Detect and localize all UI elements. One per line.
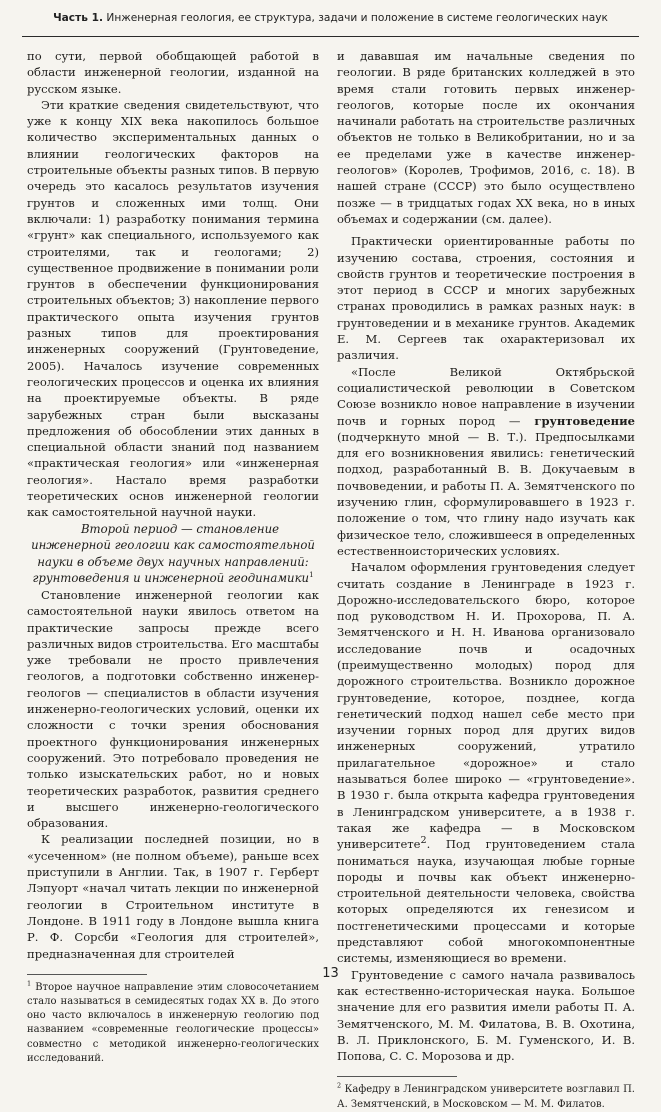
right-paragraph-3 xyxy=(337,364,635,560)
footnote-1-text: Второе научное направление этим словосочетанием стало называться в семидесятых годах XX в. До этого оно часто включалось в инженерную геологию под названием «современные геологические процессы» совместно с методикой инженерно-геологических исследований. xyxy=(27,981,319,1064)
running-header xyxy=(0,0,661,33)
term-gruntovedenie: грунтоведение xyxy=(534,413,635,428)
left-column xyxy=(27,48,319,1066)
left-paragraph-2: Эти краткие сведения свидетельствуют, что уже к концу XIX века накопилось большое количество экспериментальных данных о влиянии геологических факторов на строительные объекты разных типов. В первую очередь это касалось результатов изучения грунтов и сложенных ими толщ. Они включали: 1) разработку понимания термина «грунт» как специального, используемого как строителями, так и геологами; 2) существенное продвижение в понимании роли грунтов в обеспечении функционирования строительных объектов; 3) накопление первого практического опыта изучения грунтов разных типов для проектирования инженерных сооружений (Грунтоведение, 2005). Началось изучение современных геологических процессов и оценка их влияния на проектируемые объекты. В ряде зарубежных стран были высказаны предложения об обособлении этих данных в специальной области знаний под названием «практическая геология» или «инженерная геология». Настало время разработки теоретических основ инженерной геологии как самостоятельной научной науки. xyxy=(27,97,319,520)
header-title: Инженерная геология, ее структура, задачи и положение в системе геологических наук xyxy=(106,12,608,24)
quote-start: «После Великой Октябрьской социалистической революции в Советском Союзе возникло новое направление в изучении почв и горных пород — xyxy=(337,364,635,428)
right-paragraph-5: Грунтоведение с самого начала развивалось как естественно-историческая наука. Большое значение для его развития имели работы П. А. Земятченского, М. М. Филатова, В. В. Охотина, В. Л. Приклонского, Б. М. Гуменского, И. В. Попова, С. С. Морозова и др. xyxy=(337,967,635,1064)
left-paragraph-1: по сути, первой обобщающей работой в области инженерной геологии, изданной на русском языке. xyxy=(27,49,319,96)
right-paragraph-2: Практически ориентированные работы по изучению состава, строения, состояния и свойств грунтов и теоретические построения в этот период в СССР и многих зарубежных странах проводились в рамках разных наук: в грунтоведении и в механике грунтов. Академик Е. М. Сергеев так охарактеризовал их различия. xyxy=(337,234,635,363)
right-paragraph-1: и дававшая им начальные сведения по геологии. В ряде британских колледжей в это время стали готовить первых инженер-геологов, которые после их окончания начинали работать на строительстве различных объектов не только в Великобритании, но и за ее пределами уже в качестве инженер-геологов» (Королев, Трофимов, 2016, с. 18). В нашей стране (СССР) это было осуществлено позже — в тридцатых годах XX века, но в иных объемах и содержании (см. далее). xyxy=(337,49,635,226)
header-part: Часть 1. xyxy=(53,12,104,24)
footnote-2-mark: 2 xyxy=(337,1082,342,1091)
footnote-rule-right xyxy=(337,1076,457,1077)
footnote-2 xyxy=(337,1083,635,1111)
left-paragraph-3: Становление инженерной геологии как самостоятельной науки явилось ответом на практические запросы прежде всего различных видов строительства. Его масштабы уже требовали не просто привлечения геологов, а подготовки собственно инженер-геологов — специалистов в области изучения инженерно-геологических условий, оценки их сложности с точки зрения обоснования проектного функционирования инженерных сооружений. Это потребовало проведения не только изыскательских работ, но и новых теоретических разработок, развития среднего и высшего инженерно-геологического образования. xyxy=(27,587,319,831)
page-number: 13 xyxy=(322,966,339,981)
paragraph-4-text-b: . Под грунтоведением стала пониматься наука, изучающая любые горные породы и почвы как объект инженерно-строительной деятельности человека, свойства которых определяются их генезисом и постгенетическими процессами и которые представляют собой многокомпонентные системы, изменяющиеся во времени. xyxy=(337,837,635,966)
footnote-1 xyxy=(27,981,319,1066)
left-paragraph-4: К реализации последней позиции, но в «усеченном» (не полном объеме), раньше всех приступили в Англии. Так, в 1907 г. Герберт Лэпуорт «начал читать лекции по инженерной геологии в Строительном институте в Лондоне. В 1911 году в Лондоне вышла книга Р. Ф. Сорсби «Геология для строителей», предназначенная для строителей xyxy=(27,832,319,961)
subheading-footnote-mark: 1 xyxy=(309,571,314,580)
section-subheading xyxy=(27,521,319,587)
footnote-2-text: Кафедру в Ленинградском университете возглавил П. А. Земятченский, в Московском — М. М. Филатов. xyxy=(337,1084,635,1110)
header-rule xyxy=(22,36,639,37)
footnote-1-mark: 1 xyxy=(27,979,32,988)
right-paragraph-4 xyxy=(337,559,635,966)
quote-continuation: (подчеркнуто мной — В. Т.). Предпосылками для его возникновения явились: генетический подход, разработанный В. В. Докучаевым в почвоведении, и работы П. А. Земятченского по изучению глин, сформулировавшего в 1923 г. положение о том, что глину надо изучать как физическое тело, сложившееся в определенных естественноисторических условиях. xyxy=(337,429,635,558)
subheading-text: Второй период — становление инженерной геологии как самостоятельной науки в объеме двух научных направлений: грунтоведения и инженерной геодинамики xyxy=(31,521,315,586)
right-column xyxy=(337,48,635,1112)
paragraph-4-text-a: Началом оформления грунтоведения следует считать создание в Ленинграде в 1923 г. Дорожно-исследовательского бюро, которое под руководством Н. И. Прохорова, П. А. Земятченского и Н. Н. Иванова организовало исследование почв и осадочных (преимущественно молодых) пород для дорожного строительства. Возникло дорожное грунтоведение, которое, позднее, когда генетический подход нашел себе место при изучении горных пород для других видов инженерных сооружений, утратило прилагательное «дорожное» и стало называться более широко — «грунтоведение». В 1930 г. была открыта кафедра грунтоведения в Ленинградском университете, а в 1938 г. такая же кафедра — в Московском университете xyxy=(337,560,635,852)
footnote-2-ref: 2 xyxy=(420,835,427,847)
